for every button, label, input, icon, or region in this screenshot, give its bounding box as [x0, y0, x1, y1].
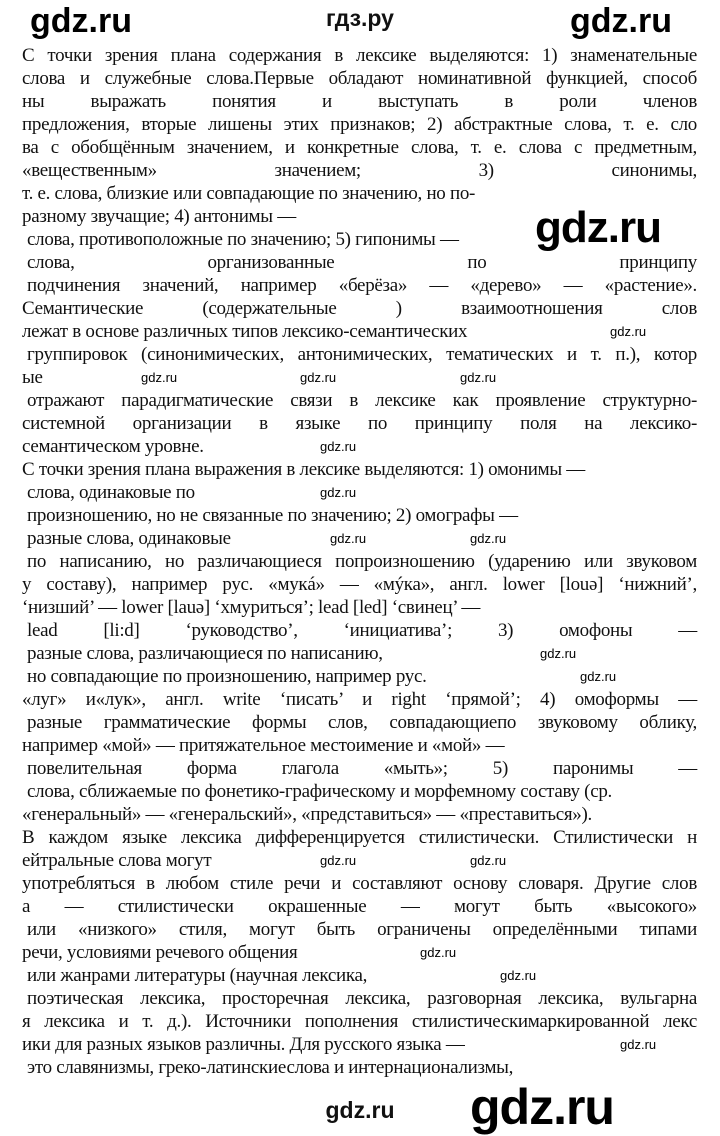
watermark-small: gdz.ru: [460, 370, 497, 385]
text-line: «вещественным» значением; 3) синонимы,: [22, 160, 697, 181]
text-line: по написанию, но различающиеся попроизношению (ударению или звуковом: [27, 551, 697, 572]
watermark-small: gdz.ru: [610, 324, 647, 339]
text-line: например «мой» — притяжательное местоимение и «мой» —: [22, 735, 505, 756]
text-line: разные грамматические формы слов, совпадающиепо звуковому облику,: [27, 712, 697, 733]
watermark-small: gdz.ru: [300, 370, 337, 385]
text-line: «луг» и«лук», англ. write ‘писать’ и right ‘прямой’; 4) омоформы —: [22, 689, 697, 710]
text-line: слова, сближаемые по фонетико-графическому и морфемному составу (ср.: [27, 781, 612, 802]
watermark-large: gdz.ru: [470, 1079, 614, 1135]
text-line: семантическом уровне.: [22, 436, 204, 457]
text-line: подчинения значений, например «берёза» — «дерево» — «растение».: [27, 275, 697, 296]
text-line: это славянизмы, греко-латинскиеслова и интернационализмы,: [27, 1057, 514, 1078]
text-line: разному звучащие; 4) антонимы —: [22, 206, 296, 227]
text-line: или «низкого» стиля, могут быть ограничены определёнными типами: [27, 919, 697, 940]
watermark-small: gdz.ru: [580, 669, 617, 684]
text-line: ва с обобщённым значением, и конкретные слова, т. е. слова с предметным,: [22, 137, 697, 158]
watermark-small: gdz.ru: [620, 1037, 657, 1052]
text-line: т. е. слова, близкие или совпадающие по значению, но по-: [22, 183, 476, 204]
watermark-small: gdz.ru: [320, 853, 357, 868]
watermark-small: gdz.ru: [330, 531, 367, 546]
site-footer-logo: gdz.ru: [325, 1097, 395, 1123]
text-line: а — стилистически окрашенные — могут быть «высокого»: [22, 896, 697, 917]
text-line: у составу), например рус. «мукá» — «мýка», англ. lower [louə] ‘нижний’,: [22, 574, 697, 595]
text-line: слова, организованные по принципу: [27, 252, 697, 273]
text-line: лежат в основе различных типов лексико-семантических: [22, 321, 468, 342]
watermark-small: gdz.ru: [141, 370, 178, 385]
text-line: ‘низший’ — lower [lauə] ‘хмуриться’; lead [led] ‘свинец’ —: [22, 597, 481, 618]
text-line: ейтральные слова могут: [22, 850, 212, 871]
watermark-small: gdz.ru: [420, 945, 457, 960]
text-line: разные слова, одинаковые: [27, 528, 231, 549]
text-line: повелительная форма глагола «мыть»; 5) паронимы —: [27, 758, 697, 779]
text-line: разные слова, различающиеся по написанию,: [27, 643, 383, 664]
watermark-medium: gdz.ru: [30, 2, 132, 40]
watermark-small: gdz.ru: [540, 646, 577, 661]
text-line: ики для разных языков различны. Для русского языка —: [22, 1034, 465, 1055]
text-line: С точки зрения плана содержания в лексике выделяются: 1) знаменательные: [22, 45, 697, 66]
text-line: употребляться в любом стиле речи и составляют основу словаря. Другие слов: [22, 873, 697, 894]
text-line: предложения, вторые лишены этих признаков; 2) абстрактные слова, т. е. сло: [22, 114, 697, 135]
text-line: С точки зрения плана выражения в лексике выделяются: 1) омонимы —: [22, 459, 585, 480]
watermark-medium: gdz.ru: [570, 2, 672, 40]
text-line: lead [li:d] ‘руководство’, ‘инициатива’; 3) омофоны —: [27, 620, 697, 641]
text-line: но совпадающие по произношению, например рус.: [27, 666, 427, 687]
text-line: слова и служебные слова.Первые обладают номинативной функцией, способ: [22, 68, 697, 89]
watermark-small: gdz.ru: [470, 531, 507, 546]
watermark-small: gdz.ru: [320, 485, 357, 500]
text-line: «генеральный» — «генеральский», «представиться» — «преставиться»).: [22, 804, 592, 825]
text-line: ые: [22, 367, 43, 388]
watermark-small: gdz.ru: [500, 968, 537, 983]
text-line: ны выражать понятия и выступать в роли членов: [22, 91, 697, 112]
site-header-logo: гдз.ру: [326, 5, 394, 31]
text-line: речи, условиями речевого общения: [22, 942, 298, 963]
text-line: произношению, но не связанные по значению; 2) омографы —: [27, 505, 518, 526]
watermark-small: gdz.ru: [470, 853, 507, 868]
text-line: слова, противоположные по значению; 5) гипонимы —: [27, 229, 459, 250]
text-line: группировок (синонимических, антонимических, тематических и т. п.), котор: [27, 344, 697, 365]
text-line: системной организации в языке по принципу поля на лексико-: [22, 413, 697, 434]
text-line: я лексика и т. д.). Источники пополнения стилистическимаркированной лекс: [22, 1011, 697, 1032]
text-line: Семантические (содержательные ) взаимоотношения слов: [22, 298, 697, 319]
watermark-small: gdz.ru: [320, 439, 357, 454]
text-line: отражают парадигматические связи в лексике как проявление структурно-: [27, 390, 697, 411]
text-line: или жанрами литературы (научная лексика,: [27, 965, 368, 986]
watermark-large: gdz.ru: [535, 203, 661, 252]
text-line: В каждом языке лексика дифференцируется стилистически. Стилистически н: [22, 827, 697, 848]
text-line: поэтическая лексика, просторечная лексика, разговорная лексика, вульгарна: [27, 988, 697, 1009]
text-line: слова, одинаковые по: [27, 482, 195, 503]
